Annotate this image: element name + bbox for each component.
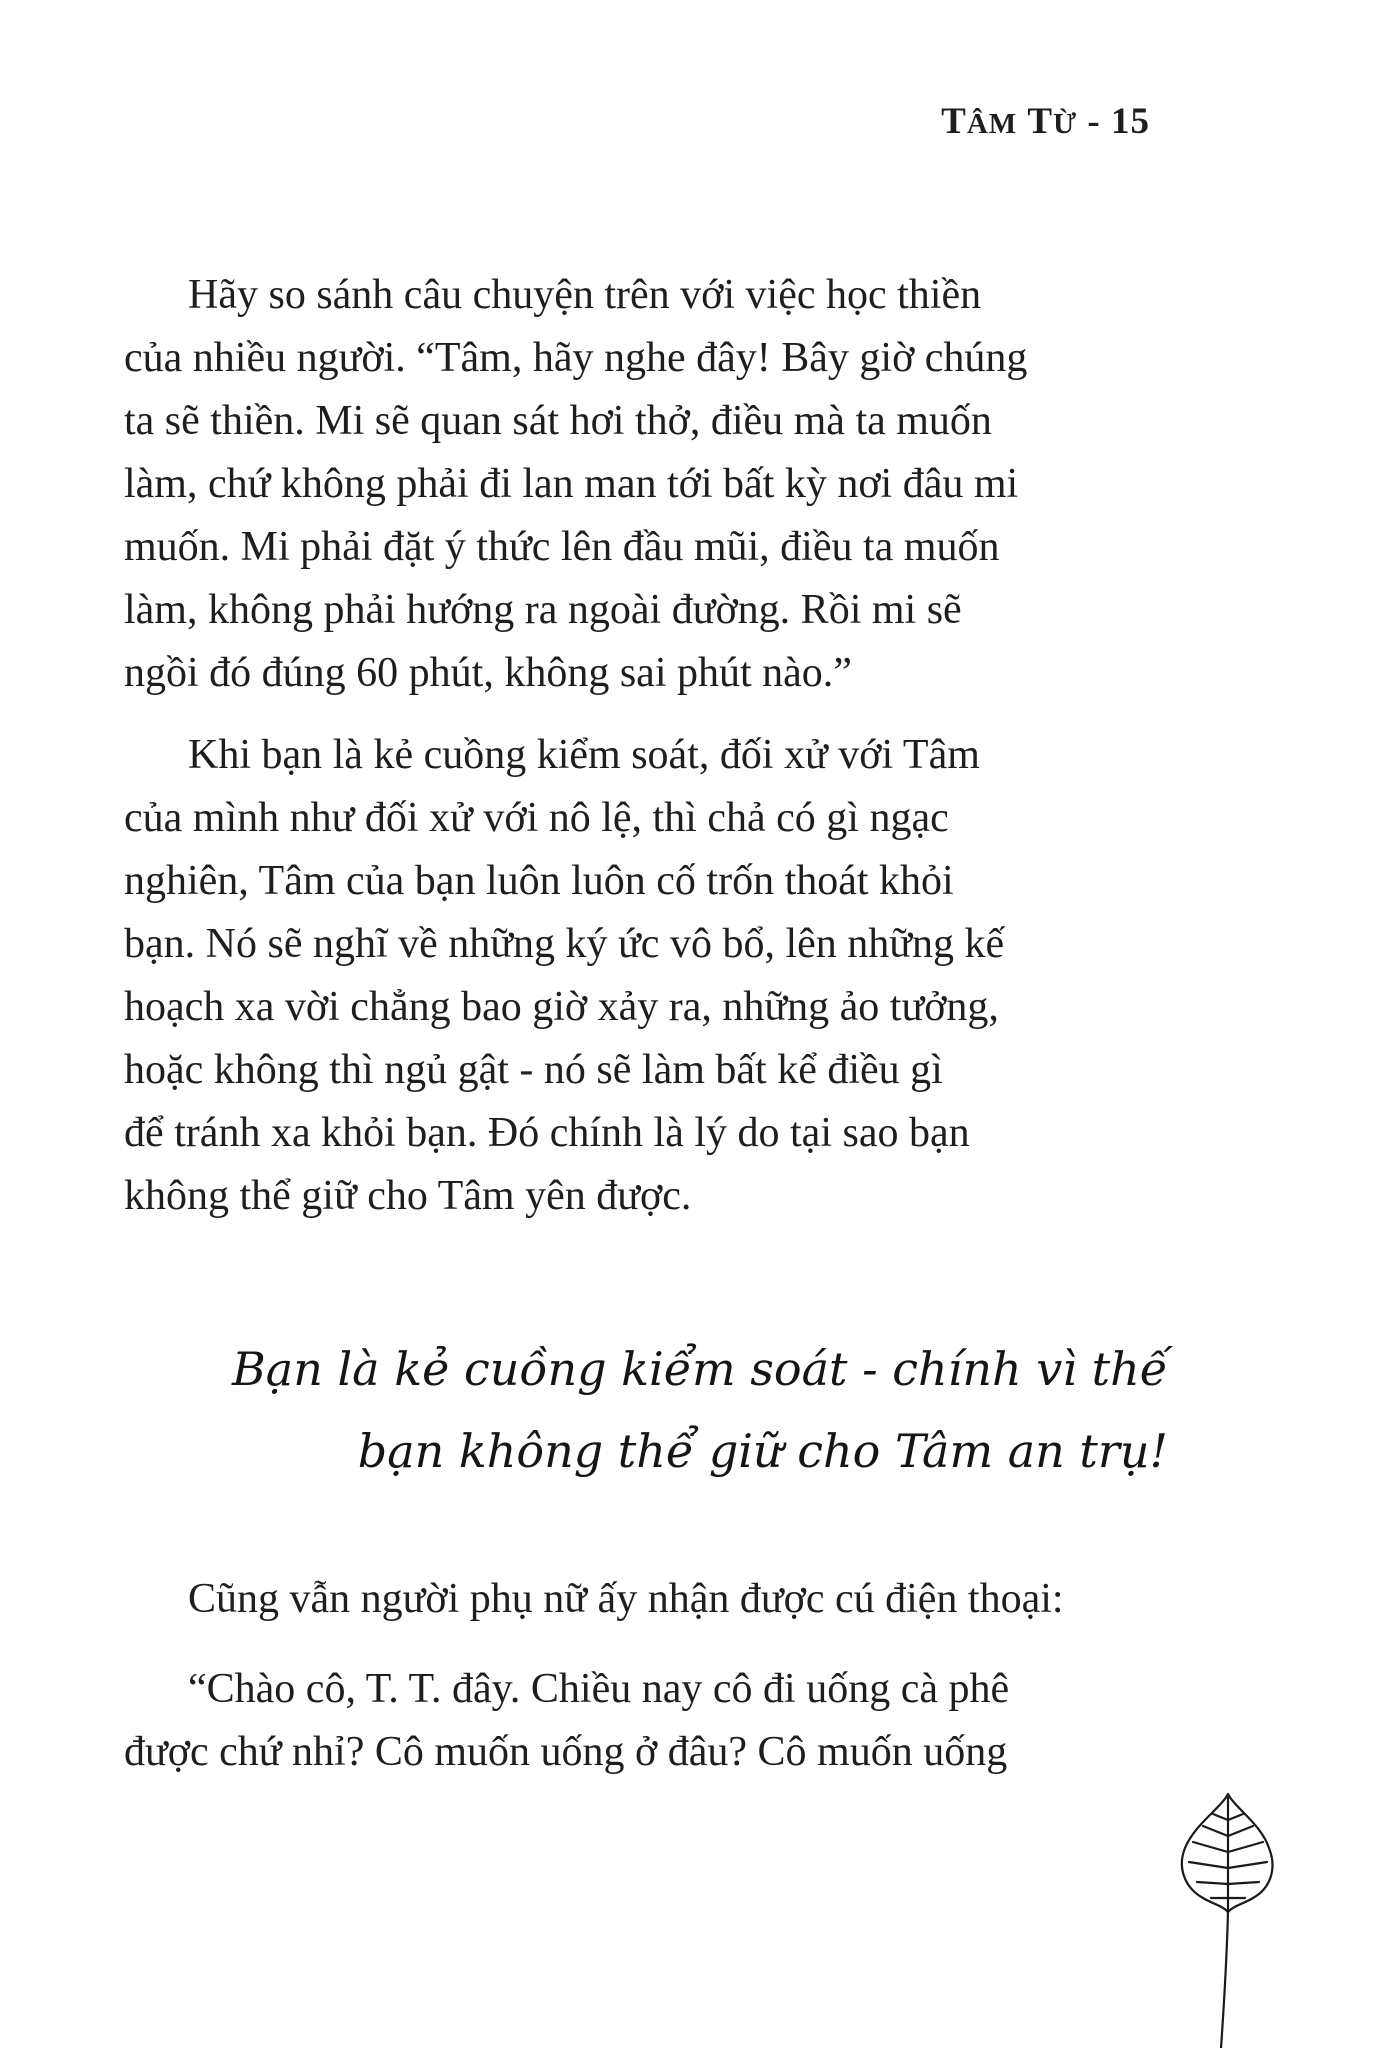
header-letter: T <box>941 101 967 142</box>
quote-line: bạn không thể giữ cho Tâm an trụ! <box>357 1424 1168 1478</box>
quote-line: Bạn là kẻ cuồng kiểm soát - chính vì thế <box>231 1342 1168 1396</box>
paragraph-line: muốn. Mi phải đặt ý thức lên đầu mũi, điều ta muốn <box>124 524 1000 570</box>
paragraph-line: Hãy so sánh câu chuyện trên với việc học thiền <box>188 272 982 318</box>
bodhi-leaf-icon <box>1173 1790 1283 2048</box>
paragraph-line: của nhiều người. “Tâm, hãy nghe đây! Bây giờ chúng <box>124 335 1028 381</box>
paragraph-line: nghiên, Tâm của bạn luôn luôn cố trốn thoát khỏi <box>124 858 954 904</box>
paragraph-line: được chứ nhỉ? Cô muốn uống ở đâu? Cô muốn uống <box>124 1729 1008 1775</box>
paragraph-line: hoặc không thì ngủ gật - nó sẽ làm bất kể điều gì <box>124 1047 943 1093</box>
body-paragraph <box>124 1658 1174 1784</box>
body-paragraph <box>124 264 1174 705</box>
body-paragraph <box>124 724 1174 1228</box>
paragraph-line: để tránh xa khỏi bạn. Đó chính là lý do tại sao bạn <box>124 1110 970 1156</box>
paragraph-line: làm, chứ không phải đi lan man tới bất kỳ nơi đâu mi <box>124 461 1019 507</box>
paragraph-line: Cũng vẫn người phụ nữ ấy nhận được cú điện thoại: <box>188 1576 1064 1622</box>
paragraph-line: Khi bạn là kẻ cuồng kiểm soát, đối xử với Tâm <box>188 732 980 778</box>
pull-quote <box>232 1328 1168 1492</box>
paragraph-line: của mình như đối xử với nô lệ, thì chả có gì ngạc <box>124 795 949 841</box>
header-smallcaps: Ừ <box>1053 108 1078 140</box>
paragraph-line: ngồi đó đúng 60 phút, không sai phút nào.” <box>124 650 852 696</box>
paragraph-line: hoạch xa vời chẳng bao giờ xảy ra, những ảo tưởng, <box>124 984 999 1030</box>
header-smallcaps: ÂM <box>966 108 1018 140</box>
page-number: - 15 <box>1077 101 1150 142</box>
paragraph-line: không thể giữ cho Tâm yên được. <box>124 1173 692 1219</box>
paragraph-line: bạn. Nó sẽ nghĩ về những ký ức vô bổ, lên những kế <box>124 921 1005 967</box>
paragraph-line: ta sẽ thiền. Mi sẽ quan sát hơi thở, điều mà ta muốn <box>124 398 992 444</box>
header-letter: T <box>1027 101 1054 142</box>
running-header <box>941 100 1150 143</box>
paragraph-line: “Chào cô, T. T. đây. Chiều nay cô đi uống cà phê <box>188 1666 1010 1712</box>
paragraph-line: làm, không phải hướng ra ngoài đường. Rồi mi sẽ <box>124 587 962 633</box>
body-paragraph <box>124 1568 1174 1631</box>
